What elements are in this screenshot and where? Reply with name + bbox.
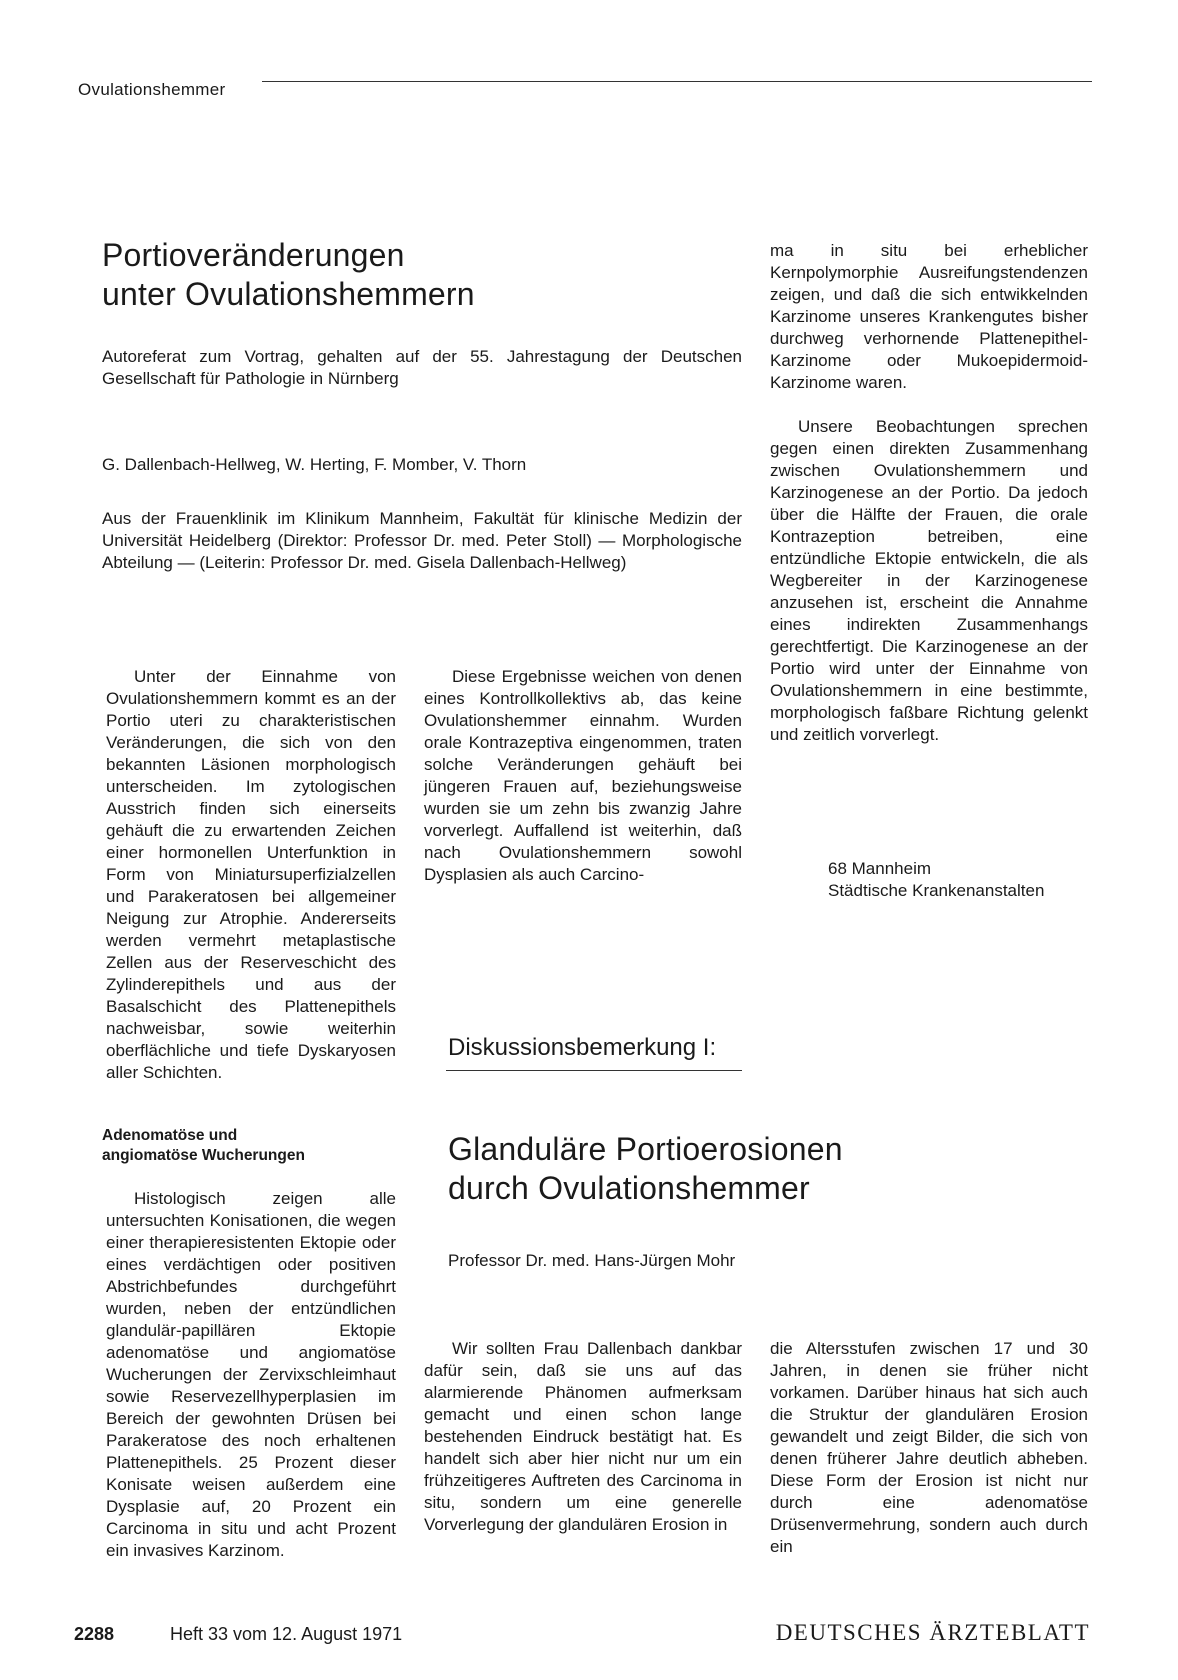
section-subheading: [102, 1126, 402, 1166]
issue-info: Heft 33 vom 12. August 1971: [170, 1624, 403, 1644]
address-line: Städtische Krankenanstalten: [828, 881, 1045, 900]
article-2-title: [448, 1130, 1088, 1208]
column-1-upper: [106, 666, 396, 1084]
paragraph: die Altersstufen zwischen 17 und 30 Jahren, in denen sie früher nicht vorkamen. Darüber hinaus hat sich auch die Struktur der glandulären Erosion gewandelt und zeigt Bilder, die sich von denen früherer Jahre deutlich abheben. Diese Form der Erosion ist nicht nur durch eine adenomatöse Drüsenvermehrung, sondern auch durch ein: [770, 1339, 1088, 1556]
article-2-author: Professor Dr. med. Hans-Jürgen Mohr: [448, 1251, 736, 1270]
paragraph: Histologisch zeigen alle untersuchten Konisationen, die wegen einer therapieresistenten Ektopie oder eines verdächtigen oder positiven Abstrichbefundes durchgeführt wurden, neben der entzündlichen glandulär-papillären Ektopie adenomatöse und angiomatöse Wucherungen der Zervixschleimhaut sowie Reservezellhyperplasien im Bereich der gewohnten Drüsen bei Parakeratose des noch erhaltenen Plattenepithels. 25 Prozent dieser Konisate weisen außerdem eine Dysplasie auf, 20 Prozent ein Carcinoma in situ und acht Prozent ein invasives Karzinom.: [106, 1189, 396, 1560]
journal-name: DEUTSCHES ÄRZTEBLATT: [775, 1620, 1090, 1645]
article-affiliation: Aus der Frauenklinik im Klinikum Mannheim, Fakultät für klinische Medizin der Universität Heidelberg (Direktor: Professor Dr. med. Peter Stoll) — Morphologische Abteilung — (Leiterin: Professor Dr. med. Gisela Dallenbach-Hellweg): [102, 509, 742, 572]
running-head: Ovulationshemmer: [78, 80, 226, 99]
article-title-line-2: unter Ovulationshemmern: [102, 276, 475, 312]
article-2-column-2: [770, 1338, 1088, 1558]
header-rule: [262, 81, 1092, 82]
section-label: Diskussionsbemerkung I:: [448, 1034, 717, 1061]
article-2-title-line-1: Glanduläre Portioerosionen: [448, 1131, 843, 1167]
paragraph: Wir sollten Frau Dallenbach dankbar dafür sein, daß sie uns auf das alarmierende Phänomen aufmerksam gemacht und einen schon lange bestehenden Eindruck bestätigt hat. Es handelt sich aber hier nicht nur um ein frühzeitigeres Auftreten des Carcinoma in situ, sondern um eine generelle Vorverlegung der glandulären Erosion in: [424, 1339, 742, 1534]
article-title-line-1: Portioveränderungen: [102, 237, 405, 273]
paragraph: ma in situ bei erheblicher Kernpolymorphie Ausreifungstendenzen zeigen, und daß die sich entwikkelnden Karzinome unseres Krankengutes bisher durchweg verhornende Plattenepithel-Karzinome oder Mukoepidermoid-Karzinome waren.: [770, 241, 1088, 392]
paragraph: Unter der Einnahme von Ovulationshemmern kommt es an der Portio uteri zu charakteristischen Veränderungen, die sich von den bekannten Läsionen morphologisch unterscheiden. Im zytologischen Ausstrich finden sich einerseits gehäuft die zu erwartenden Zeichen einer hormonellen Unterfunktion in Form von Miniatursuperfizialzellen und Parakeratosen bei allgemeiner Neigung zur Atrophie. Andererseits werden vermehrt metaplastische Zellen aus der Reserveschicht des Zylinderepithels und aus der Basalschicht des Plattenepithels nachweisbar, sowie weiterhin oberflächliche und tiefe Dyskaryosen aller Schichten.: [106, 667, 396, 1082]
subheading-line-1: Adenomatöse und: [102, 1127, 238, 1144]
column-2-upper: [424, 666, 742, 886]
paragraph: Diese Ergebnisse weichen von denen eines Kontrollkollektivs ab, das keine Ovulationshemmer einnahm. Wurden orale Kontrazeptiva eingenommen, traten solche Veränderungen gehäuft bei jüngeren Frauen auf, beziehungsweise wurden sie um zehn bis zwanzig Jahre vorverlegt. Auffallend ist weiterhin, daß nach Ovulationshemmern sowohl Dysplasien als auch Carcino-: [424, 667, 742, 884]
article-authors: G. Dallenbach-Hellweg, W. Herting, F. Momber, V. Thorn: [102, 455, 527, 474]
page-number: 2288: [74, 1624, 115, 1644]
address-line: 68 Mannheim: [828, 859, 932, 878]
article-subtitle: Autoreferat zum Vortrag, gehalten auf der 55. Jahrestagung der Deutschen Gesellschaft für Pathologie in Nürnberg: [102, 347, 742, 388]
article-2-column-1: [424, 1338, 742, 1536]
article-2-title-line-2: durch Ovulationshemmer: [448, 1170, 810, 1206]
article-title: [102, 236, 722, 314]
author-address: [828, 858, 1044, 902]
column-3: [770, 240, 1088, 746]
section-rule: [446, 1070, 742, 1071]
column-1-lower: [106, 1188, 396, 1562]
subheading-line-2: angiomatöse Wucherungen: [102, 1147, 305, 1164]
paragraph: Unsere Beobachtungen sprechen gegen einen direkten Zusammenhang zwischen Ovulationshemmern und Karzinogenese an der Portio. Da jedoch über die Hälfte der Frauen, die orale Kontrazeption betreiben, eine entzündliche Ektopie entwickeln, die als Wegbereiter in der Karzinogenese anzusehen ist, erscheint die Annahme eines indirekten Zusammenhangs gerechtfertigt. Die Karzinogenese an der Portio wird unter der Einnahme von Ovulationshemmern in eine bestimmte, morphologisch faßbare Richtung gelenkt und zeitlich vorverlegt.: [770, 417, 1088, 744]
